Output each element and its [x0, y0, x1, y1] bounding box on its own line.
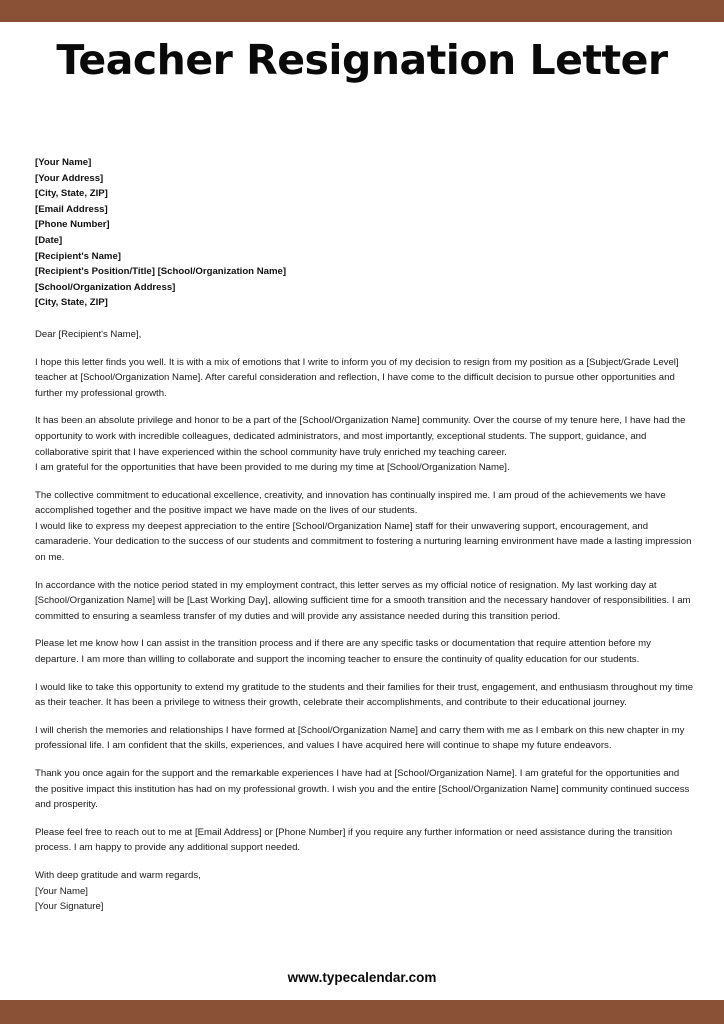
salutation: Dear [Recipient's Name],: [35, 328, 142, 340]
paragraph-text: Please feel free to reach out to me at [Email Address] or [Phone Number] if you require any further information or need assistance during the transition process. I am happy to provide any additional support needed.: [35, 826, 673, 854]
paragraph-text: I will cherish the memories and relationships I have formed at [School/Organization Name] and carry them with me as I embark on this new chapter in my professional life. I am confident that the skills, experiences, and values I have acquired here will continue to shape my future endeavors.: [35, 724, 685, 752]
paragraph: [35, 488, 695, 566]
paragraph-text: I hope this letter finds you well. It is with a mix of emotions that I write to inform you of my decision to resign from my position as a [Subject/Grade Level] teacher at [School/Organization Name]. After careful consideration and reflection, I have come to the difficult decision to pursue other opportunities and further my professional growth.: [35, 356, 679, 399]
bottom-accent-bar: [0, 1000, 724, 1024]
closing-signature: [Your Signature]: [35, 901, 104, 913]
paragraph: [35, 723, 695, 754]
paragraph: [35, 766, 695, 813]
recipient-city-state-zip: [City, State, ZIP]: [35, 297, 108, 309]
sender-name: [Your Name]: [35, 157, 92, 168]
paragraph-text: I would like to take this opportunity to extend my gratitude to the students and their families for their trust, engagement, and enthusiasm throughout my time as their teacher. It has been a privilege to witness their growth, celebrate their accomplishments, and contribute to their educational journey.: [35, 681, 694, 709]
recipient-name: [Recipient's Name]: [35, 250, 121, 262]
paragraph: [35, 825, 695, 856]
letter-body: [35, 155, 695, 915]
closing-phrase: With deep gratitude and warm regards,: [35, 869, 201, 881]
sender-address: [Your Address]: [35, 172, 104, 184]
paragraph: [35, 578, 695, 625]
closing-name: [Your Name]: [35, 885, 88, 897]
paragraph: [35, 680, 695, 711]
paragraph-text: I would like to express my deepest appreciation to the entire [School/Organization Name] staff for their unwavering support, encouragement, and camaraderie. Your dedication to the success of our students and commitment to fostering a nurturing learning environment have made a lasting impression on me.: [35, 520, 692, 564]
paragraph-text: The collective commitment to educational excellence, creativity, and innovation has continually inspired me. I am proud of the achievements we have accomplished together and the positive impact we have made on the lives of our students.: [35, 489, 666, 517]
recipient-address: [School/Organization Address]: [35, 281, 176, 293]
paragraph-text: It has been an absolute privilege and honor to be a part of the [School/Organization Name] community. Over the course of my tenure here, I have had the opportunity to work with incredible colleagues, dedicated administrators, and most importantly, exceptional students. The support, guidance, and collaborative spirit that I have experienced within the school community have truly enriched my teaching career.: [35, 415, 686, 458]
closing-block: [35, 868, 695, 915]
sender-recipient-block: [35, 155, 695, 311]
sender-email: [Email Address]: [35, 203, 108, 215]
recipient-position: [Recipient's Position/Title] [School/Organization Name]: [35, 266, 287, 278]
paragraph: [35, 413, 695, 475]
page-title: Teacher Resignation Letter: [56, 36, 668, 84]
paragraph: [35, 636, 695, 667]
footer-website-url: www.typecalendar.com: [287, 970, 437, 985]
letter-date: [Date]: [35, 234, 63, 246]
paragraph-text: Thank you once again for the support and the remarkable experiences I have had at [School/Organization Name]. I am grateful for the opportunities and the positive impact this institution has had on my professional growth. I wish you and the entire [School/Organization Name] community continued success and prosperity.: [35, 768, 690, 811]
paragraph-text: In accordance with the notice period stated in my employment contract, this letter serves as my official notice of resignation. My last working day at [School/Organization Name] will be [Last Working Day], allowing sufficient time for a smooth transition and the necessary handover of responsibilities. I am committed to ensuring a seamless transfer of my duties and will provide any assistance needed during this transition period.: [35, 579, 691, 622]
top-accent-bar: [0, 0, 724, 22]
paragraph: [35, 355, 695, 402]
sender-phone: [Phone Number]: [35, 219, 110, 231]
sender-city-state-zip: [City, State, ZIP]: [35, 188, 108, 200]
paragraph-text: Please let me know how I can assist in the transition process and if there are any specific tasks or documentation that require attention before my departure. I am more than willing to collaborate and support the incoming teacher to ensure the continuity of quality education for our students.: [35, 638, 651, 666]
paragraph-text: I am grateful for the opportunities that have been provided to me during my time at [School/Organization Name].: [35, 462, 510, 474]
